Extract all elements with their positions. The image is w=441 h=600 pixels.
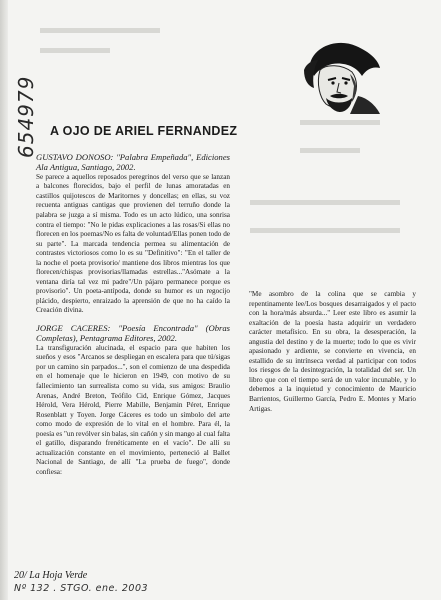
bleed-through-mark xyxy=(250,200,400,205)
handwritten-reference: Nº 132 . STGO. ene. 2003 xyxy=(14,583,149,594)
bleed-through-mark xyxy=(40,28,160,33)
scan-edge xyxy=(0,0,8,600)
entry-body-donoso: Se parece a aquellos reposados peregrinos del verso que se lanzan a balcones florecidos, bajo el perfil de lunas amoratadas en castillos quijotescos de Maritornes y doncellas; en ellas, su voz recuenta antiguas cantigas que provienen del terruño donde la palabra se juzga a sí misma. Todo es un acto lúdico, una sonrisa contra el tiempo: "No le pidas explicaciones a las rosas/Si ellas no florecen en los poemas/No es falta de voluntad/Ellas ponen todo de su parte". La marcada tendencia permea su alimentación de contrastes victoriosos como lo es su "Definitivo": "En el taller de la noche el poeta provisorio/ mantiene dos libros mientras los que florecen/chispas provisorias/llamadas estrellas..."Asómate a la ventana diría tal vez mi padre"/Un pájaro permanece porque es provisorio". Un poeta-antípoda, donde su humor es un regocijo plácido, despierto, enraizado la aprensión de que no ha caído la Creación divina. xyxy=(36,172,230,315)
entry-heading-caceres: JORGE CACERES: "Poesía Encontrada" (Obras Completas), Pentagrama Editores, 2002. xyxy=(36,323,230,344)
author-portrait xyxy=(280,36,384,114)
entry-heading-donoso: GUSTAVO DONOSO: "Palabra Empeñada", Ediciones Ala Antigua, Santiago, 2002. xyxy=(36,152,230,173)
entry-body-caceres: La transfiguración alucinada, el espacio para que habiten los sueños y esos "Arcanos se despliegan en escalera para que tú/sigas por un camino sin parpados...", son el comienzo de una despedida en el homenaje que le hicieron en 1949, con motivo de su fallecimiento tan surrealista como su vida, sus amigos: Braulio Arenas, André Breton, Teófilo Cid, Enrique Gómez, Jacques Hérold, Vera Hérold, Pierre Mabille, Benjamin Péret, Enrique Rosenblatt y Toyen. Jorge Cáceres es todo un símbolo del arte como modo de expresión de lo vital en el hombre. Para él, la poesía es "un revólver sin balas, sin cañón y sin mango al cual falta el gatillo, disparando frenéticamente en el vacío". De allí su actualización constante en el movimiento, perteneció al Ballet Nacional de Santiago, de allí "La prueba de fuego", donde confiesa: xyxy=(36,343,230,476)
bleed-through-mark xyxy=(300,120,380,125)
section-title: A OJO DE ARIEL FERNANDEZ xyxy=(50,124,238,138)
handwritten-registry-number: 654979 xyxy=(14,75,38,158)
bleed-through-mark xyxy=(40,48,110,53)
right-column xyxy=(249,290,416,414)
entry-body-caceres-continued: "Me asombro de la colina que se cambia y repentinamente lee/Los bosques desarraigados y el pacto con la hora/más absurda..." Leer este libro es asumir la exaltación de la poesía hasta adquirir un verdadero carácter metafísico. En su obra, la desesperación, la angustia del destino y de la muerte; todo lo que es vivir apasionado y ardiente, se convierte en vivencia, en estallido de su intrínseca verdad al participar con todos los riesgos de la desintegración, la totalidad del ser. Un libro que con el tiempo será de un valor incunable, y lo debemos a la inquietud y conocimiento de Mauricio Barrientos, Guillermo García, Pedro E. Montes y Mario Artigas. xyxy=(249,290,416,413)
page-footer: 20/ La Hoja Verde xyxy=(14,570,88,581)
bleed-through-mark xyxy=(250,228,400,233)
left-column xyxy=(36,152,230,477)
bleed-through-mark xyxy=(300,148,360,153)
